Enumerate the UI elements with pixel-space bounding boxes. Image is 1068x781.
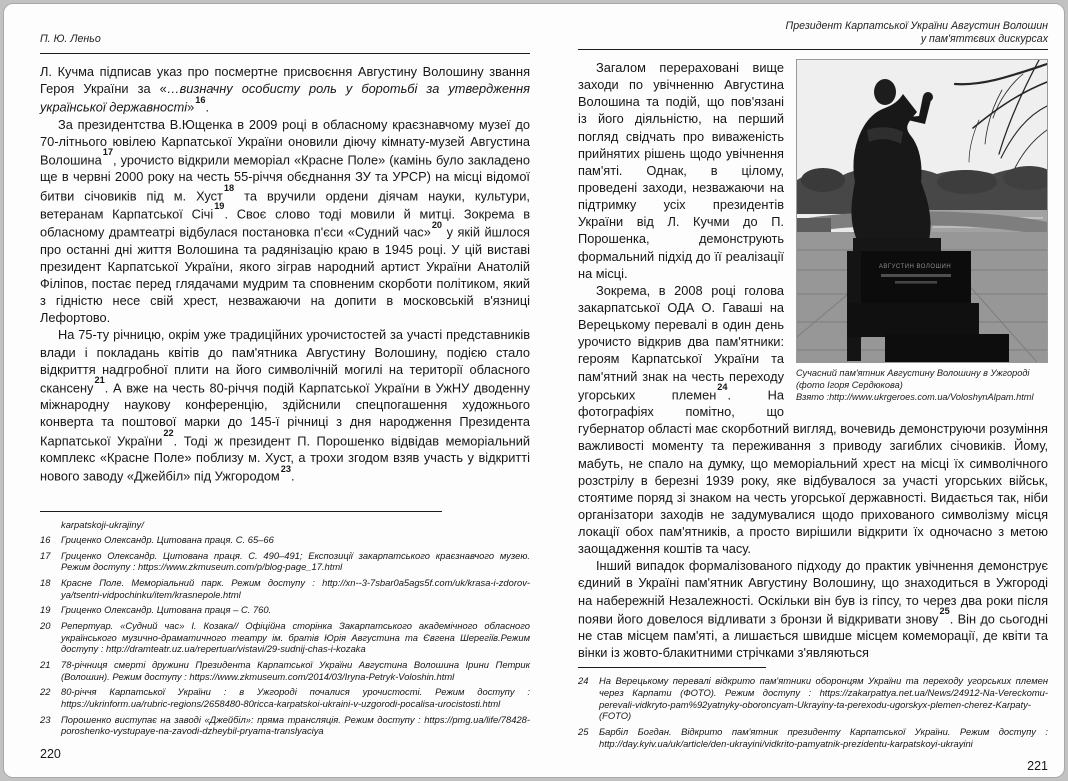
footnote-text: Барбіл Богдан. Відкрито пам'ятник президенту Карпатської України. Режим доступу : http://day.kyiv.ua/uk/article/den-ukrayini/vidkrito-pamyatnik-prezidentu-karpatskoyi-ukrayini <box>599 726 1048 749</box>
monument-photo-figure <box>796 59 1048 403</box>
footnote-list-left <box>40 534 530 737</box>
footnote-item <box>40 714 530 737</box>
footnote-item <box>40 534 530 546</box>
article-title-line2: у пам'яттєвих дискурсах <box>920 33 1048 46</box>
footnote-text: 80-річчя Карпатської України : в Ужгороді почалися урочистості. Режим доступу : https://ukrinform.ua/rubric-regions/2658480-80ricca-karpatskoi-ukraini-v-uzgorodi-pocalisa-urocistosti.html <box>61 686 530 710</box>
footnote-text: Гриценко Олександр. Цитована праця – С. 760. <box>61 604 272 616</box>
footnote-continuation: karpatskoji-ukrajiny/ <box>61 518 144 530</box>
body-text-left <box>40 63 530 485</box>
footnote-item <box>40 604 530 616</box>
article-title-line1: Президент Карпатської України Августин Волошин <box>785 20 1048 32</box>
photo-caption-line1: Сучасний пам'ятник Августину Волошину в Ужгороді <box>796 368 1030 378</box>
footnote-text: Красне Поле. Меморіальний парк. Режим доступу : http://xn--3-7sbar0a5ags5f.com/uk/krasa-i-zdorov-ya/tsentri-vidpochinku/item/krasnepole.html <box>61 577 530 600</box>
page-number-left: 220 <box>40 747 61 761</box>
page-right <box>538 4 1065 777</box>
footnote-text: Репертуар. «Судний час» І. Козака// Офіційна сторінка Закарпатського академічного обласного українського музично-драматичного театру ім. братів Юрія Августина та Євгена Шерегіїв.Режим доступу : http://dramteatr.uz.ua/repertuar/vistavi/29-sudnij-chas-i-kozaka <box>61 620 530 655</box>
footnote-separator <box>578 667 766 668</box>
footnote-number: 22 <box>40 686 51 698</box>
footnote-text: Порошенко виступає на заводі «Джейбіл»: пряма трансляція. Режим доступу : https://pmg.ua/life/78428-poroshenko-vystupaye-na-zavodi-dzheybil-pryama-translyaciya <box>61 713 530 737</box>
footnote-number: 24 <box>578 675 589 687</box>
photo-caption-line3: Взято :http://www.ukrgeroes.com.ua/VoloshynAlpam.html <box>796 392 1034 403</box>
author-name: П. Ю. Леньо <box>40 32 101 45</box>
footnote-item <box>578 675 1048 722</box>
monument-photo <box>796 59 1048 363</box>
paragraph: На 75-ту річницю, окрім уже традиційних урочистостей за участі представників влади і покладань квітів до пам'ятника Августину Волошину, подією стало відкриття надгробної плити на його символічній могилі на території обласного скансену$^{21}$. А вже на честь 80-річчя подій Карпатської України в УжНУ дводенну міжнародну наукову конференцію, здійснили спецпогашення художнього конверта та поштової марки до 145-ї річниці з дня народження Президента Карпатської України$^{22}$. Тоді ж президент П. Порошенко відвідав меморіальний комплекс «Красне Поле» поблизу м. Хуст, а трохи згодом взяв участь у відкритті нового заводу «Джейбіл» під Ужгородом$^{23}$. <box>40 327 530 484</box>
footnote-text: На Верецькому перевалі відкрито пам'ятники оборонцям України та переходу угорських племен через Карпати (ФОТО). Режим доступу : https://zakarpattya.net.ua/News/24912-Na-Vereckomu-perevali-vidkryto-pam%92yatnyky-oboroncyam-Ukrayiny-ta-perexodu-ugorskyx-plemen-cherez-Karpaty-(FOTO) <box>599 675 1048 722</box>
footnote-item <box>40 686 530 709</box>
footnote-number: 20 <box>40 620 51 632</box>
footnote-number: 19 <box>40 604 51 616</box>
footnote-number: 17 <box>40 549 51 561</box>
paragraph: Л. Кучма підписав указ про посмертне присвоєння Августину Волошину звання Героя України за «…визначну особисту роль у боротьбі за утвердження української державності»$^{16}$. <box>40 64 530 115</box>
photo-caption-line2: (фото Ігоря Сердюкова) <box>796 380 903 391</box>
footnote-item <box>578 726 1048 749</box>
running-header-left <box>40 24 530 54</box>
running-header-right <box>578 20 1048 50</box>
photo-caption <box>796 367 1048 403</box>
paragraph: Загалом перераховані вище заходи по увічненню Августина Волошина та подій, що пов'язані із його діяльністю, на перший погляд свідчать про виваженість прийнятих рішень щодо увічнення пам'яті. Однак, в цілому, проведені заходи, незважаючи на підтримку усіх президентів України від Л. Кучми до П. Порошенка, демонструють формальний підхід до її реалізації на місці. <box>578 60 784 281</box>
monument-photo-graphic <box>797 60 1047 362</box>
footnote-separator <box>40 511 442 512</box>
footnote-number: 23 <box>40 713 51 725</box>
footnote-block-right <box>578 661 1048 773</box>
paragraph: За президентства В.Ющенка в 2009 році в обласному краєзнавчому музеї до 70-літнього ювілею Карпатської України оновили діючу кімнату-музей Августина Волошина$^{17}$, урочисто відкрили меморіал «Красне Поле» (камінь було закладено ще в червні 2000 року на честь 55-річчя обєднання ЗУ та УРСР) на місці відомої битви січовиків під м. Хуст$^{18}$ та вручили ордени діячам науки, культури, ветеранам Карпатської Січі$^{19}$. Своє слово тоді мовили й митці. Зокрема в обласному драмтеатрі відбулася постановка п'єси «Судний час»$^{20}$ у якій йшлося про останні дні життя Волошина та радянізацію краю в 1945 році. У цій виставі президент Карпатської України, якого зіграв народний артист України Анатолій Філіпов, постає перед глядачами мудрим та сповненим скорботи політиком, який з гідністю несе свій хрест, незважаючи на допити в московській в'язниці Лефортово. <box>40 116 530 326</box>
footnote-list-right <box>578 675 1048 749</box>
footnote-item <box>40 550 530 573</box>
paragraph: Інший випадок формалізованого підходу до практик увічнення демонструє єдиний в Україні пам'ятник Августину Волошину, що знаходиться в Ужгороді на набережній Незалежності. Оскільки він був із гіпсу, то через два роки після появи його довелося відливати з бронзи й відкривати знову$^{25}$. Він до сьогодні не став місцем пам'яті, а лишається швидше місцем комеморації, де квіти та вінки із жовто-блакитними стрічками з'являються <box>578 558 1048 661</box>
body-text-right <box>578 59 1048 661</box>
footnote-number: 21 <box>40 659 51 671</box>
footnote-number: 18 <box>40 577 51 589</box>
footnote-text: 78-річниця смерті дружини Президента Карпатської України Августина Волошина Ірини Петрик (Волошин). Режим доступу : https://www.zkmuseum.com/2014/03/Iryna-Petryk-Voloshin.html <box>61 659 530 682</box>
footnote-text: Гриценко Олександр. Цитована праця. С. 490–491; Експозиції закарпатського краєзнавчого музею. Режим доступу : https://www.zkmuseum.com/p/blog-page_17.html <box>61 549 530 573</box>
paragraph: Зокрема, в 2008 році голова закарпатської ОДА О. Гаваші на Верецькому перевалі в один день урочисто відкрив два пам'ятники: героям Карпатської України та пам'ятний знак на честь переходу угорських племен$^{24}$. На фотографіях помітно, що губернатор області має скорботний вигляд, вочевидь демонструючи розуміння важливості моменту та переживання з приводу загиблих січовиків. Йому, мабуть, не спало на думку, що меморіальний хрест на місці їх символічного розстрілу в березні 1939 року, яке відбувалося за участі угорських військ, стоятиме поряд зі знаком на честь угорської державності. Видається так, ніби організатори заходів не задумувалися щодо прихованого символізму місця локації обох пам'ятників, а просто вирішили відкрити їх одночасно з метою заощадження коштів та часу. <box>578 282 1048 557</box>
footnote-item <box>40 577 530 600</box>
page-left <box>4 4 538 777</box>
footnote-number: 25 <box>578 726 589 738</box>
book-spread <box>3 3 1065 778</box>
footnote-number: 16 <box>40 534 51 546</box>
footnote-item <box>40 620 530 655</box>
page-number-right: 221 <box>1027 759 1048 774</box>
footnote-item <box>40 659 530 682</box>
footnote-text: Гриценко Олександр. Цитована праця. С. 65–66 <box>61 534 274 546</box>
pedestal-plate-text: АВГУСТИН ВОЛОШИН <box>878 264 952 270</box>
footnote-block-left <box>40 505 530 762</box>
